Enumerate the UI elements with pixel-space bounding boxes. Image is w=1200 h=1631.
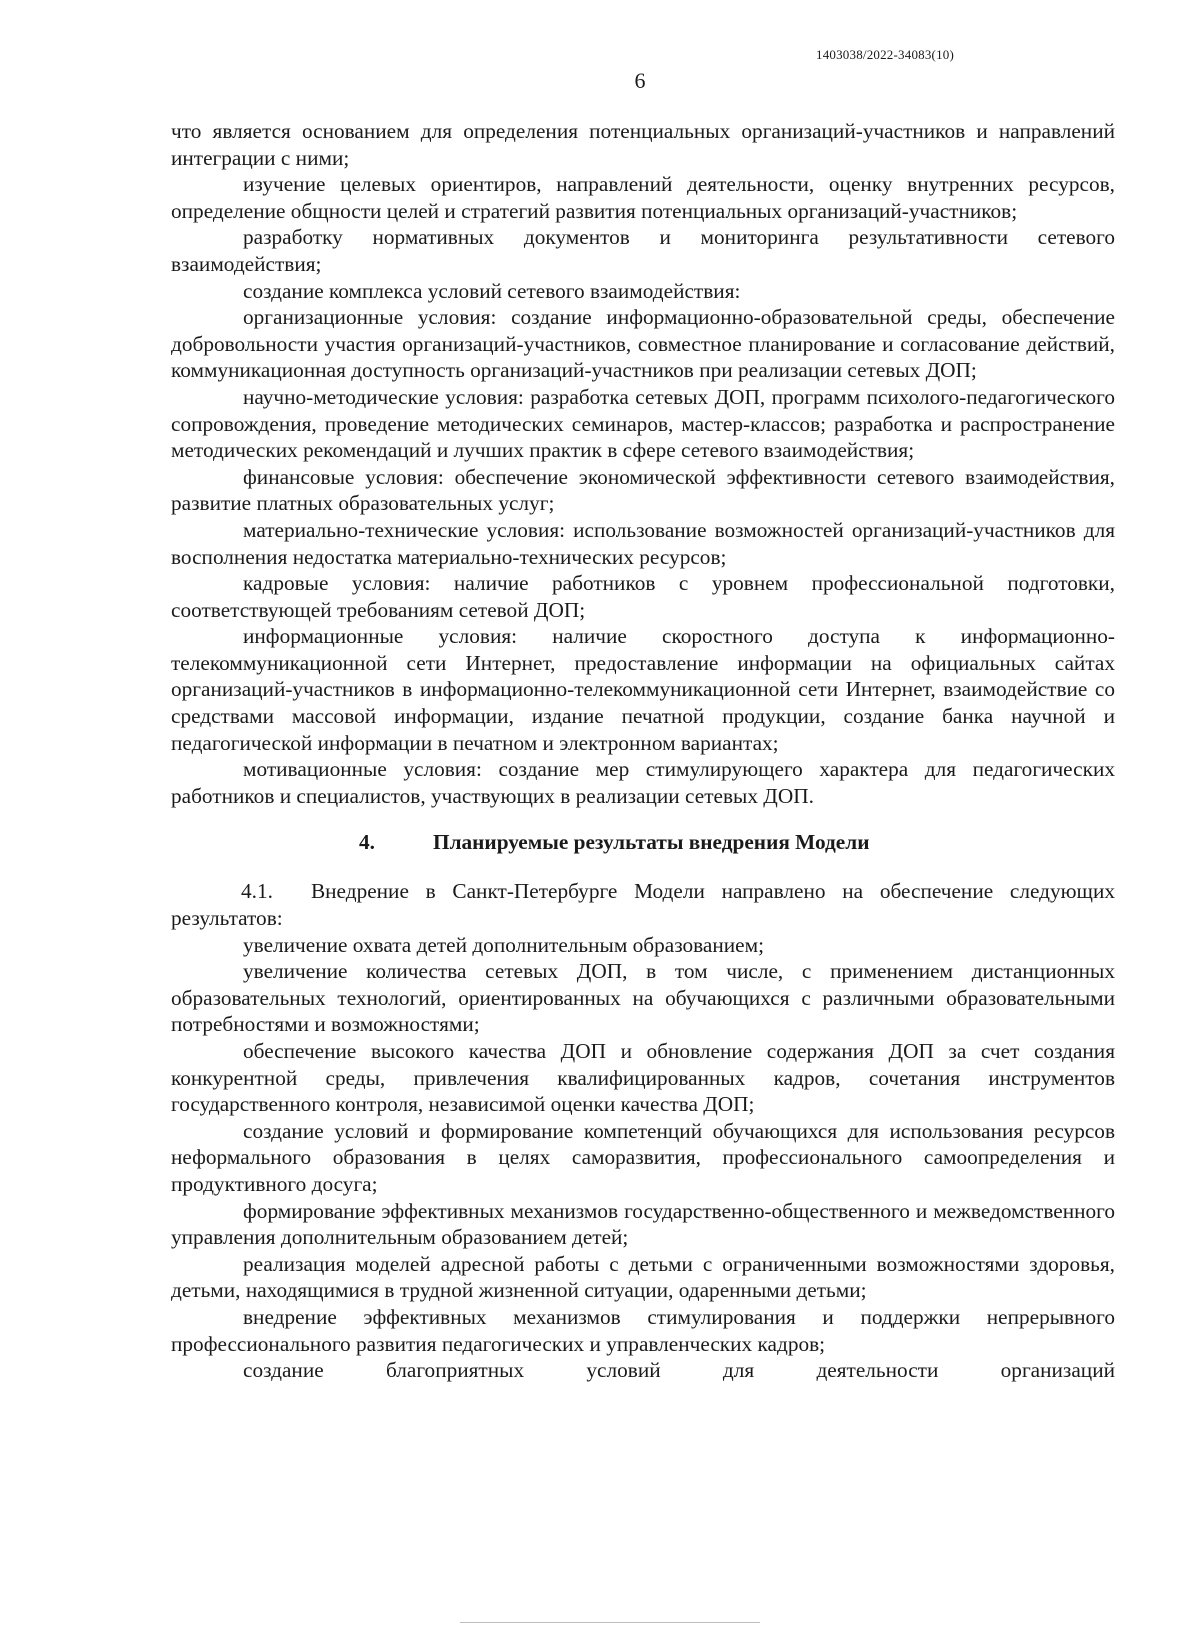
paragraph: увеличение охвата детей дополнительным образованием;	[243, 932, 765, 957]
paragraph: научно-методические условия: разработка сетевых ДОП, программ психолого-педагогического сопровождения, проведение методических семинаров, мастер-классов; разработка и распространение методических рекомендаций и лучших практик в сфере сетевого взаимодействия;	[171, 384, 1115, 463]
paragraph: формирование эффективных механизмов государственно-общественного и межведомственного управления дополнительным образованием детей;	[171, 1198, 1115, 1250]
section-number: 4.	[359, 830, 375, 855]
paragraph: информационные условия: наличие скоростного доступа к информационно-телекоммуникационной сети Интернет, предоставление информации на официальных сайтах организаций-участников в информационно-телекоммуникационной сети Интернет, взаимодействие со средствами массовой информации, издание печатной продукции, создание банка научной и педагогической информации в печатном и электронном вариантах;	[171, 624, 1115, 755]
clause-text: Внедрение в Санкт-Петербурге Модели направлено на обеспечение следующих результатов:	[171, 879, 1115, 931]
paragraph: реализация моделей адресной работы с детьми с ограниченными возможностями здоровья, детьми, находящимися в трудной жизненной ситуации, одаренными детьми;	[171, 1251, 1115, 1303]
paragraph: организационные условия: создание информационно-образовательной среды, обеспечение добровольности участия организаций-участников, совместное планирование и согласование действий, коммуникационная доступность организаций-участников при реализации сетевых ДОП;	[171, 305, 1115, 383]
clause-4-1	[171, 878, 1115, 931]
section-title: Планируемые результаты внедрения Модели	[433, 830, 870, 855]
paragraph: создание комплекса условий сетевого взаимодействия:	[243, 278, 741, 303]
paragraph-continued-next-page: создание благоприятных условий для деятельности организаций	[243, 1358, 1115, 1383]
paragraph: кадровые условия: наличие работников с уровнем профессиональной подготовки, соответствующей требованиям сетевой ДОП;	[171, 571, 1115, 622]
paragraph-continuation: что является основанием для определения потенциальных организаций-участников и направлений интеграции с ними;	[171, 119, 1115, 170]
paragraph: материально-технические условия: использование возможностей организаций-участников для восполнения недостатка материально-технических ресурсов;	[171, 517, 1115, 569]
scan-edge-line	[460, 1622, 760, 1623]
paragraph: мотивационные условия: создание мер стимулирующего характера для педагогических работников и специалистов, участвующих в реализации сетевых ДОП.	[171, 757, 1115, 808]
section-heading	[171, 829, 1115, 856]
document-body	[171, 118, 1115, 1384]
paragraph: создание условий и формирование компетенций обучающихся для использования ресурсов неформального образования в целях саморазвития, профессионального самоопределения и продуктивного досуга;	[171, 1118, 1115, 1196]
document-registration-number: 1403038/2022-34083(10)	[816, 47, 954, 62]
paragraph: изучение целевых ориентиров, направлений деятельности, оценку внутренних ресурсов, определение общности целей и стратегий развития потенциальных организаций-участников;	[171, 172, 1115, 223]
paragraph: финансовые условия: обеспечение экономической эффективности сетевого взаимодействия, развитие платных образовательных услуг;	[171, 464, 1115, 516]
page-number: 6	[634, 68, 646, 93]
paragraph: внедрение эффективных механизмов стимулирования и поддержки непрерывного профессионального развития педагогических и управленческих кадров;	[171, 1304, 1115, 1356]
paragraph: разработку нормативных документов и мониторинга результативности сетевого взаимодействия;	[171, 225, 1115, 276]
paragraph: увеличение количества сетевых ДОП, в том числе, с применением дистанционных образовательных технологий, ориентированных на обучающихся с различными образовательными потребностями и возможностями;	[171, 959, 1115, 1037]
clause-number: 4.1.	[241, 879, 273, 904]
paragraph: обеспечение высокого качества ДОП и обновление содержания ДОП за счет создания конкурентной среды, привлечения квалифицированных кадров, сочетания инструментов государственного контроля, независимой оценки качества ДОП;	[171, 1039, 1115, 1117]
